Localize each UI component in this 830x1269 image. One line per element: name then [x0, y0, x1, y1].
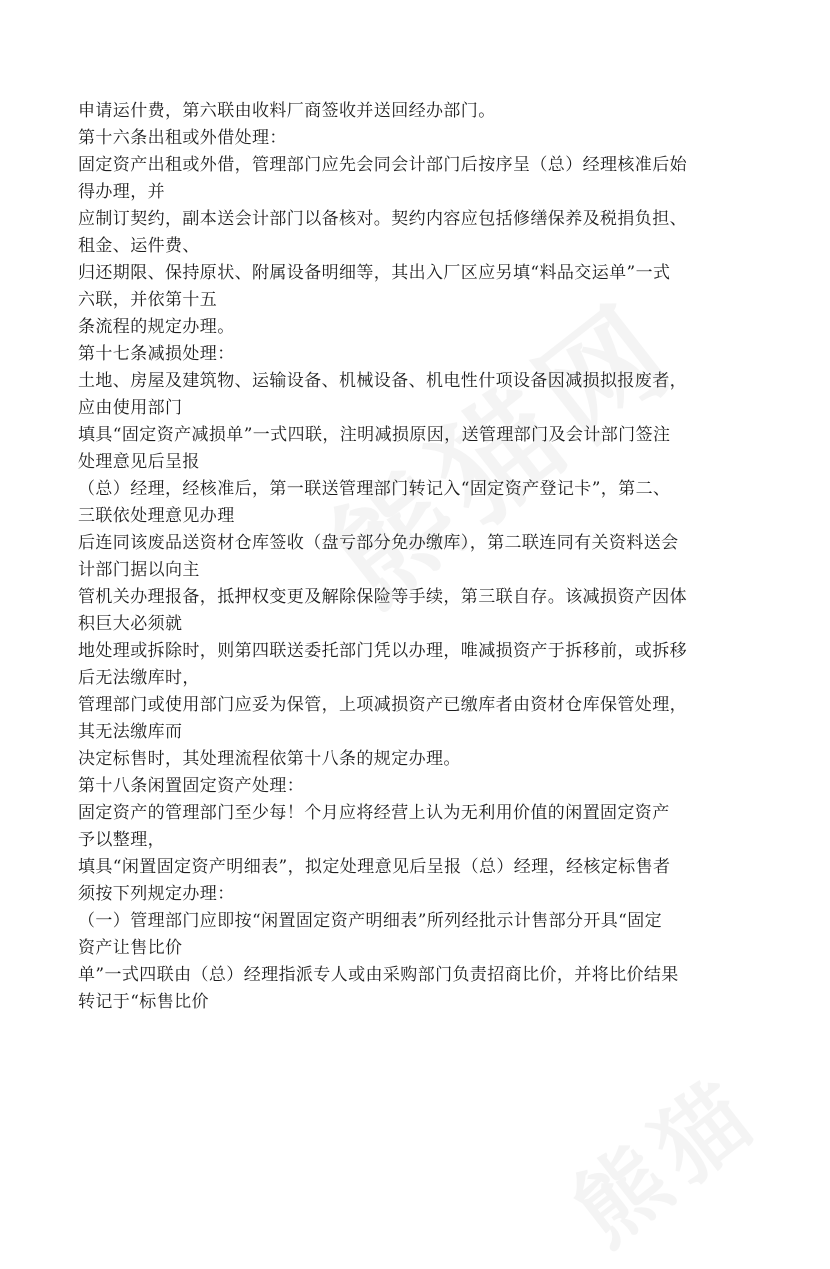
- text-line: 须按下列规定办理：: [78, 884, 235, 904]
- text-line: 应制订契约，副本送会计部门以备核对。契约内容应包括修缮保养及税捐负担、: [78, 209, 687, 229]
- section-heading-16: 第十六条出租或外借处理：: [78, 128, 287, 148]
- text-line: 条流程的规定办理。: [78, 317, 235, 337]
- text-line: 三联依处理意见办理: [78, 506, 235, 526]
- text-line: 固定资产出租或外借，管理部门应先会同会计部门后按序呈（总）经理核准后始: [78, 155, 687, 175]
- text-line: 管理部门或使用部门应妥为保管，上项减损资产已缴库者由资材仓库保管处理，: [78, 695, 687, 715]
- text-line: 处理意见后呈报: [78, 452, 200, 472]
- section-heading-18: 第十八条闲置固定资产处理：: [78, 776, 305, 796]
- text-line: 管机关办理报备，抵押权变更及解除保险等手续，第三联自存。该减损资产因体: [78, 587, 687, 607]
- section-heading-17: 第十七条减损处理：: [78, 344, 235, 364]
- text-line: 积巨大必须就: [78, 614, 183, 634]
- text-line: 资产让售比价: [78, 938, 183, 958]
- text-line: 予以整理，: [78, 830, 165, 850]
- text-line: 土地、房屋及建筑物、运输设备、机械设备、机电性什项设备因减损拟报废者，: [78, 371, 687, 391]
- text-line: 填具“固定资产减损单”一式四联，注明减损原因，送管理部门及会计部门签注: [78, 425, 671, 445]
- text-line: 计部门据以向主: [78, 560, 200, 580]
- text-line: 六联，并依第十五: [78, 290, 218, 310]
- text-line: 固定资产的管理部门至少每！个月应将经营上认为无利用价值的闲置固定资产: [78, 803, 670, 823]
- text-line: 转记于“标售比价: [78, 992, 209, 1012]
- text-line: 租金、运件费、: [78, 236, 200, 256]
- text-line: 后连同该废品送资材仓库签收（盘亏部分免办缴库），第二联连同有关资料送会: [78, 533, 679, 553]
- watermark: [542, 1041, 783, 1269]
- text-line: 应由使用部门: [78, 398, 183, 418]
- text-line: 后无法缴库时，: [78, 668, 200, 688]
- text-line: 申请运什费，第六联由收料厂商签收并送回经办部门。: [78, 101, 496, 121]
- text-line: 填具“闲置固定资产明细表”，拟定处理意见后呈报（总）经理，经核定标售者: [78, 857, 671, 877]
- document-body: [78, 98, 768, 1016]
- text-line: （一）管理部门应即按“闲置固定资产明细表”所列经批示计售部分开具“固定: [78, 911, 663, 931]
- text-line: 其无法缴库而: [78, 722, 183, 742]
- text-line: 地处理或拆除时，则第四联送委托部门凭以办理，唯减损资产于拆移前，或拆移: [78, 641, 687, 661]
- text-line: （总）经理，经核准后，第一联送管理部门转记入“固定资产登记卡”，第二、: [78, 479, 671, 499]
- text-line: 决定标售时，其处理流程依第十八条的规定办理。: [78, 749, 461, 769]
- text-line: 得办理，并: [78, 182, 165, 202]
- text-line: 归还期限、保持原状、附属设备明细等，其出入厂区应另填“料品交运单”一式: [78, 263, 671, 283]
- text-line: 单”一式四联由（总）经理指派专人或由采购部门负责招商比价，并将比价结果: [78, 965, 679, 985]
